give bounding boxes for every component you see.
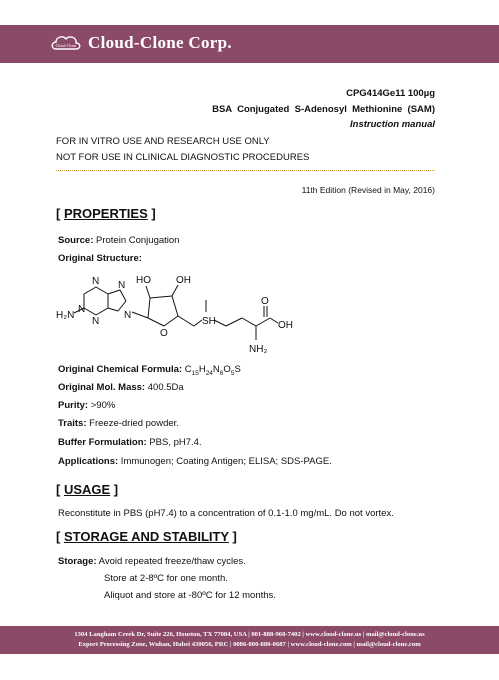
footer-band [0,626,499,654]
catalog-number: CPG414Ge11 100µg [346,88,435,99]
cloud-logo-icon [50,32,82,54]
structure-n-left: N [78,304,86,315]
mass-row: Original Mol. Mass: 400.5Da [58,382,184,393]
footer-address-cn: Export Processing Zone, Wuhan, Hubei 430056, PRC | 0086-800-880-0687 | www.cloud-clone.com | mail@cloud-clone.com [78,641,421,648]
usage-text: Reconstitute in PBS (pH7.4) to a concentration of 0.1-1.0 mg/mL. Do not vortex. [58,508,394,519]
clinical-use-notice: NOT FOR USE IN CLINICAL DIAGNOSTIC PROCEDURES [56,152,310,163]
product-name: BSA Conjugated S-Adenosyl Methionine (SAM) [212,104,435,115]
structure-oh: OH [176,275,191,286]
logo-text: Cloud-Clone [55,43,77,48]
brand-name: Cloud-Clone Corp. [88,33,232,52]
edition-note: 11th Edition (Revised in May, 2016) [301,185,435,195]
source-row: Source: Protein Conjugation [58,235,180,246]
structure-nh2: NH₂ [249,344,268,355]
properties-heading: [ PROPERTIES ] [56,206,156,221]
structure-o-carbonyl: O [261,296,269,307]
structure-ho: HO [136,275,151,286]
footer-address-us: 1304 Langham Creek Dr, Suite 226, Houston, TX 77084, USA | 001-888-960-7402 | www.cloud-clone.us | mail@cloud-clone.us [74,631,425,638]
usage-heading: [ USAGE ] [56,482,119,497]
purity-row: Purity: >90% [58,400,116,411]
traits-row: Traits: Freeze-dried powder. [58,418,179,429]
buffer-row: Buffer Formulation: PBS, pH7.4. [58,437,202,448]
storage-row: Storage: Avoid repeated freeze/thaw cycles. [58,556,246,567]
structure-oh-acid: OH [278,320,293,331]
formula-value: $C_{15}H_{24}N_6O_5S$ [184,364,241,377]
structure-sh: SH [202,316,216,327]
structure-n-top: N [92,276,100,287]
structure-label: Original Structure: [58,253,142,264]
storage-heading: [ STORAGE AND STABILITY ] [56,529,237,544]
structure-h2n: H₂N [56,310,75,321]
doc-type: Instruction manual [350,119,435,130]
storage-line-2: Store at 2-8ºC for one month. [104,573,228,584]
header-band [0,25,499,63]
structure-n-right: N [118,280,126,291]
divider [56,170,435,171]
structure-o-ring: O [160,328,168,339]
formula-row: Original Chemical Formula: $C_{15}H_{24}N_6O_5S$ [58,364,241,377]
structure-n-link: N [124,310,132,321]
chemical-structure-diagram [56,268,296,358]
storage-line-3: Aliquot and store at -80ºC for 12 months. [104,590,276,601]
applications-row: Applications: Immunogen; Coating Antigen; ELISA; SDS-PAGE. [58,456,332,467]
structure-n-bottom: N [92,316,100,327]
brand-logo [50,32,232,54]
research-use-notice: FOR IN VITRO USE AND RESEARCH USE ONLY [56,136,270,147]
